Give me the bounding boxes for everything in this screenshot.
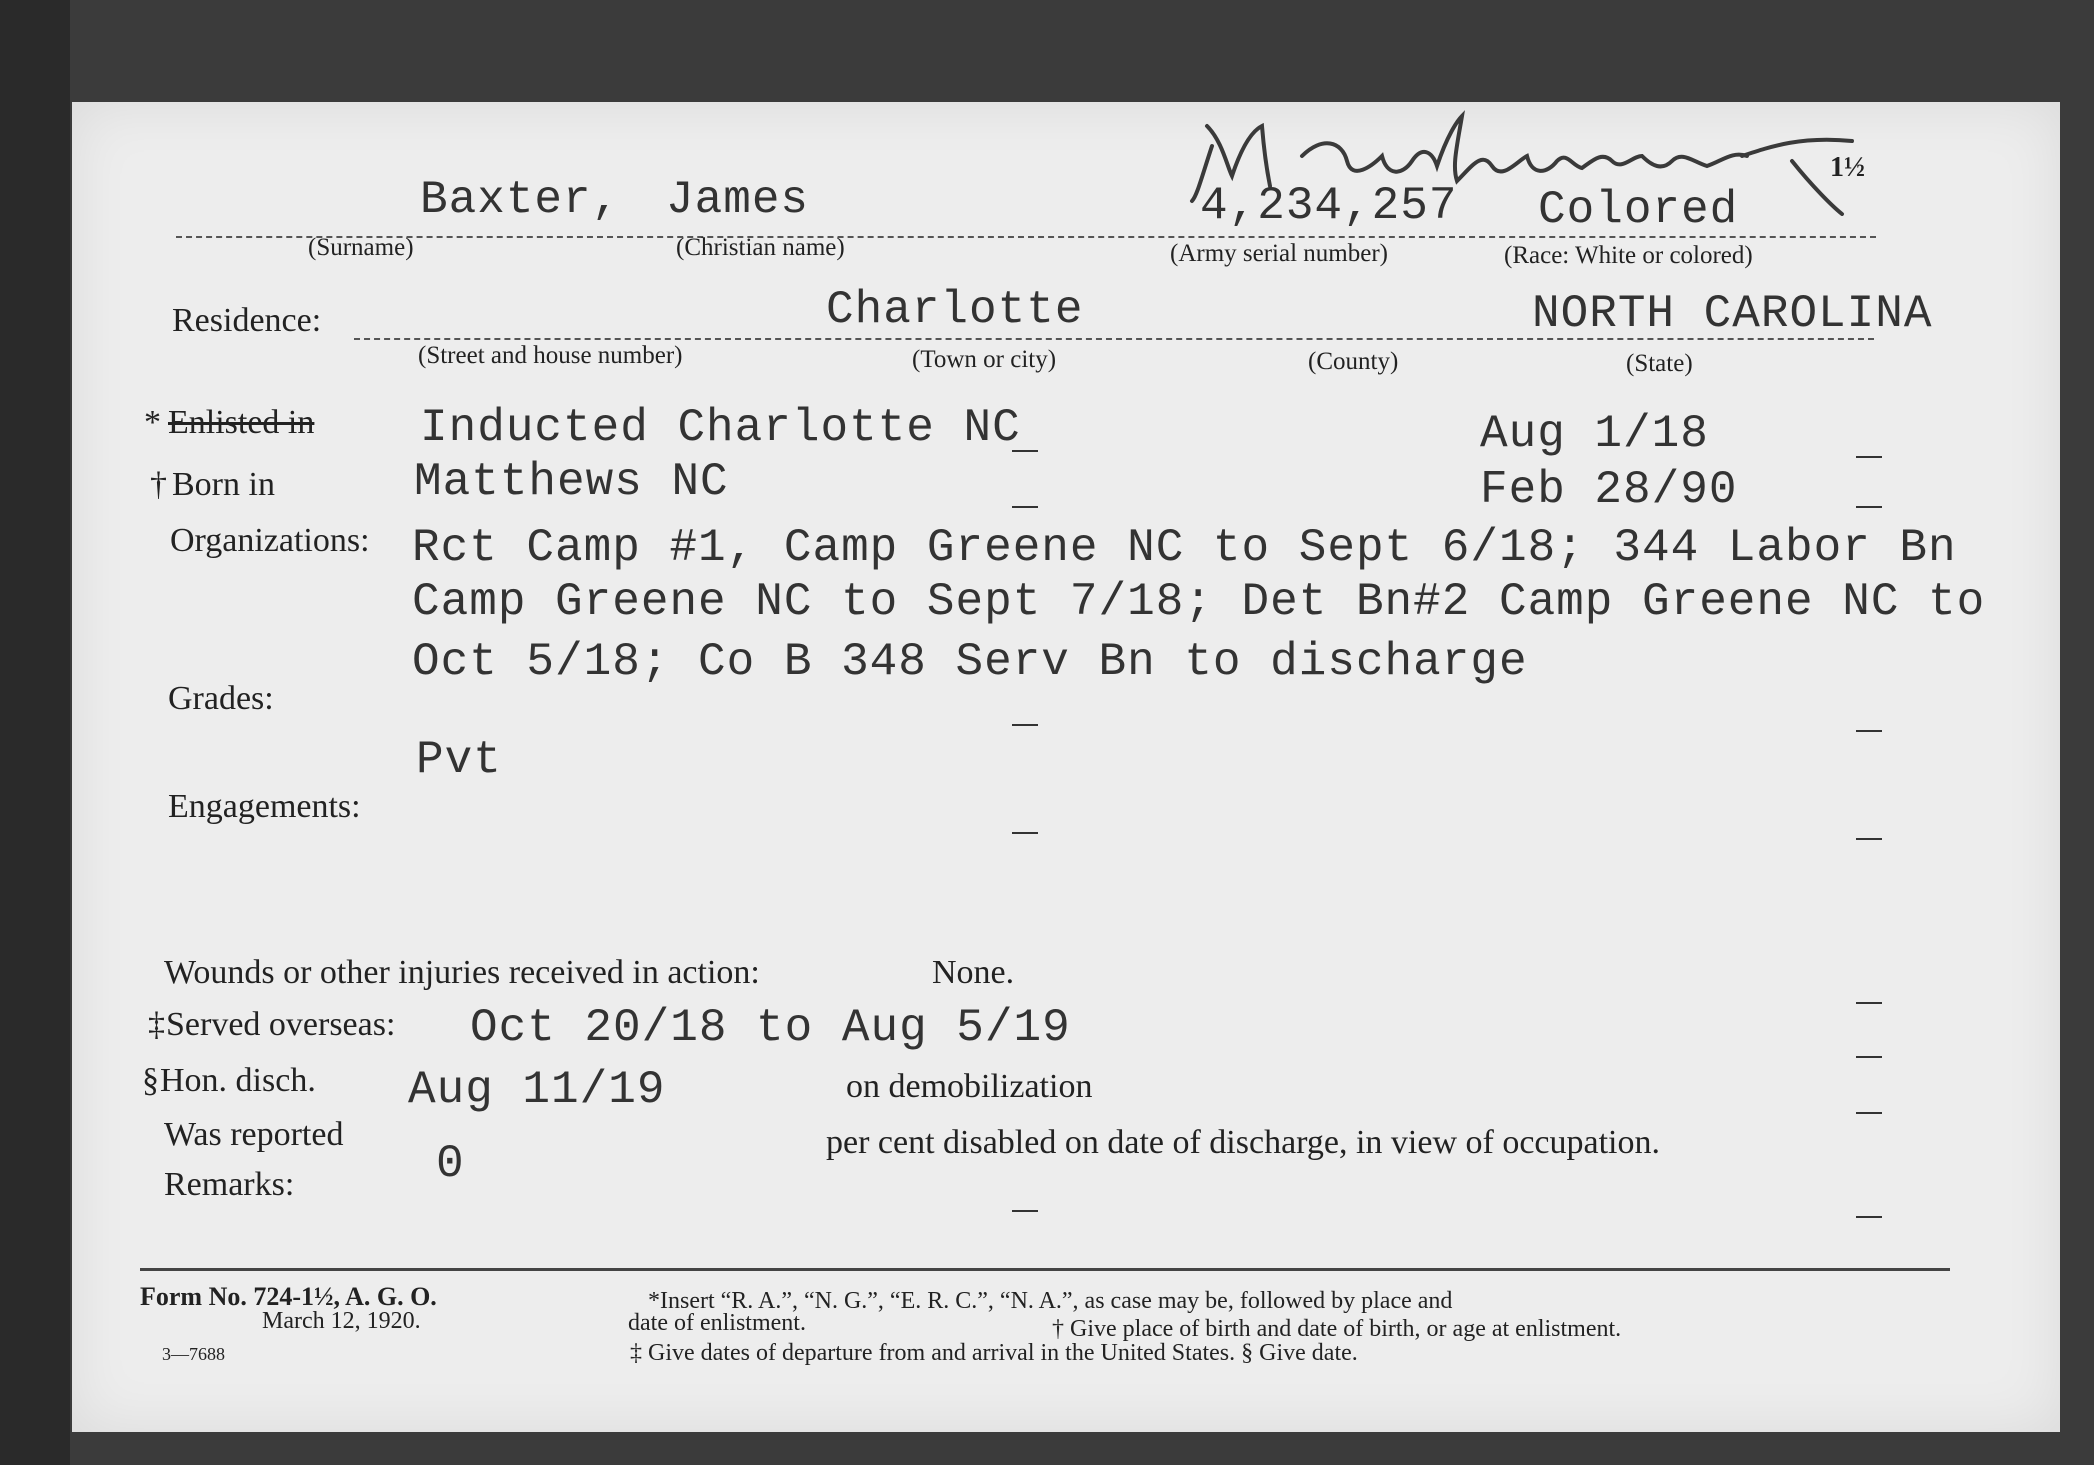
born-marker: † — [150, 466, 167, 503]
born-value: Matthews NC — [414, 456, 729, 508]
corner-mark: 1½ — [1830, 152, 1865, 183]
state-caption: (State) — [1626, 350, 1693, 377]
residence-label: Residence: — [172, 302, 322, 339]
print-code: 3—7688 — [162, 1344, 225, 1364]
name-line — [176, 236, 1876, 238]
christian-name-caption: (Christian name) — [676, 234, 845, 261]
born-date-dash — [1856, 506, 1882, 508]
grades-value: Pvt — [416, 734, 502, 786]
serial-number-value: 4,234,257 — [1200, 180, 1458, 232]
enlisted-date: Aug 1/18 — [1480, 408, 1709, 460]
discharge-date: Aug 11/19 — [408, 1064, 666, 1116]
enlisted-marker: * — [144, 404, 161, 441]
reported-text: per cent disabled on date of discharge, in view of occupation. — [826, 1124, 1660, 1161]
discharge-reason: on demobilization — [846, 1068, 1093, 1105]
engagements-dash-2 — [1856, 838, 1882, 840]
overseas-value: Oct 20/18 to Aug 5/19 — [470, 1002, 1071, 1054]
town-caption: (Town or city) — [912, 346, 1057, 373]
footnote-overseas: ‡ Give dates of departure from and arrival in the United States. § Give date. — [630, 1340, 1358, 1366]
engagements-label: Engagements: — [168, 788, 361, 825]
county-caption: (County) — [1308, 348, 1399, 375]
wounds-value: None. — [932, 954, 1015, 991]
grades-label: Grades: — [168, 680, 274, 717]
overseas-marker: ‡ — [148, 1006, 165, 1043]
born-place-dash — [1012, 506, 1038, 508]
enlisted-value: Inducted Charlotte NC — [420, 402, 1021, 454]
state-value: NORTH CAROLINA — [1532, 288, 1933, 340]
overseas-dash — [1856, 1056, 1882, 1058]
born-date: Feb 28/90 — [1480, 464, 1738, 516]
engagements-dash-1 — [1012, 832, 1038, 834]
born-label: Born in — [172, 466, 275, 503]
footnote-enlistment: *Insert “R. A.”, “N. G.”, “E. R. C.”, “N. A.”, as case may be, followed by place and — [648, 1288, 1453, 1314]
footer-rule — [140, 1268, 1950, 1271]
enlisted-place-dash — [1012, 450, 1038, 452]
footnote-birth: † Give place of birth and date of birth, or age at enlistment. — [1052, 1316, 1622, 1342]
remarks-dash-1 — [1012, 1210, 1038, 1212]
reported-label: Was reported — [164, 1116, 344, 1153]
enlisted-date-dash — [1856, 456, 1882, 458]
grades-dash-1 — [1012, 724, 1038, 726]
surname-value: Baxter, — [420, 174, 621, 226]
remarks-label: Remarks: — [164, 1166, 295, 1203]
remarks-dash-2 — [1856, 1216, 1882, 1218]
wounds-label: Wounds or other injuries received in action: — [164, 954, 760, 991]
form-date: March 12, 1920. — [262, 1308, 421, 1334]
race-value: Colored — [1538, 184, 1739, 236]
organizations-line-3: Oct 5/18; Co B 348 Serv Bn to discharge — [412, 636, 1528, 688]
wounds-dash — [1856, 1002, 1882, 1004]
grades-dash-2 — [1856, 730, 1882, 732]
discharge-dash — [1856, 1112, 1882, 1114]
discharge-label: Hon. disch. — [160, 1062, 316, 1099]
overseas-label: Served overseas: — [166, 1006, 396, 1043]
service-record-card — [72, 102, 2060, 1432]
surname-caption: (Surname) — [308, 234, 414, 261]
christian-name-value: James — [666, 174, 810, 226]
scan-background — [0, 0, 70, 1465]
reported-value: 0 — [436, 1138, 465, 1190]
organizations-line-2: Camp Greene NC to Sept 7/18; Det Bn#2 Camp Greene NC to — [412, 576, 1986, 628]
form-number: Form No. 724-1½, A. G. O. — [140, 1282, 437, 1311]
town-value: Charlotte — [826, 284, 1084, 336]
race-caption: (Race: White or colored) — [1504, 242, 1753, 269]
enlisted-label: Enlisted in — [168, 404, 315, 441]
footnote-enlistment-cont: date of enlistment. — [628, 1310, 806, 1336]
street-caption: (Street and house number) — [418, 342, 683, 369]
serial-number-caption: (Army serial number) — [1170, 240, 1388, 267]
residence-line — [354, 338, 1874, 340]
organizations-label: Organizations: — [170, 522, 370, 559]
organizations-line-1: Rct Camp #1, Camp Greene NC to Sept 6/18; 344 Labor Bn — [412, 522, 1957, 574]
discharge-marker: § — [142, 1062, 159, 1099]
